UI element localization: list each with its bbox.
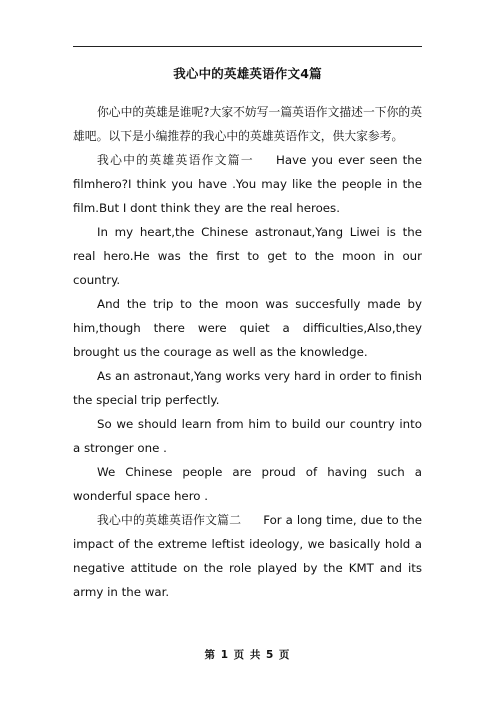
paragraph-text: 你心中的英雄是谁呢?大家不妨写一篇英语作文描述一下你的英雄吧。以下是小编推荐的我心中的英雄英语作文，供大家参考。 [73,105,422,143]
paragraph-text: Have you ever seen the filmhero?I think you have .You may like the people in the film.But I dont think they are the real heroes. [73,153,422,215]
paragraph-1 [73,100,422,148]
paragraph-2 [73,148,422,220]
paragraph-text: For a long time, due to the impact of the extreme leftist ideology, we basically hold a negative attitude on the role played by the KMT and its army in the war. [73,513,422,599]
section-heading: 我心中的英雄英语作文篇一 [97,153,254,167]
page-number-footer: 第 1 页 共 5 页 [204,649,291,661]
paragraph-text: As an astronaut,Yang works very hard in order to finish the special trip perfectly. [73,369,422,407]
paragraph-text: And the trip to the moon was succesfully made by him,though there were quiet a difficulties,Also,they brought us the courage as well as the knowledge. [73,297,422,359]
header-rule [73,46,422,47]
section-heading: 我心中的英雄英语作文篇二 [97,513,242,527]
paragraph-text: So we should learn from him to build our country into a stronger one . [73,417,422,455]
paragraph-text: In my heart,the Chinese astronaut,Yang Liwei is the real hero.He was the first to get to the moon in our country. [73,225,422,287]
document-title: 我心中的英雄英语作文4篇 [173,66,322,81]
paragraph-5 [73,364,422,412]
paragraph-text: We Chinese people are proud of having such a wonderful space hero . [73,465,422,503]
paragraph-4 [73,292,422,364]
paragraph-3 [73,220,422,292]
paragraph-8 [73,508,422,604]
document-body [73,100,422,604]
paragraph-7 [73,460,422,508]
paragraph-6 [73,412,422,460]
